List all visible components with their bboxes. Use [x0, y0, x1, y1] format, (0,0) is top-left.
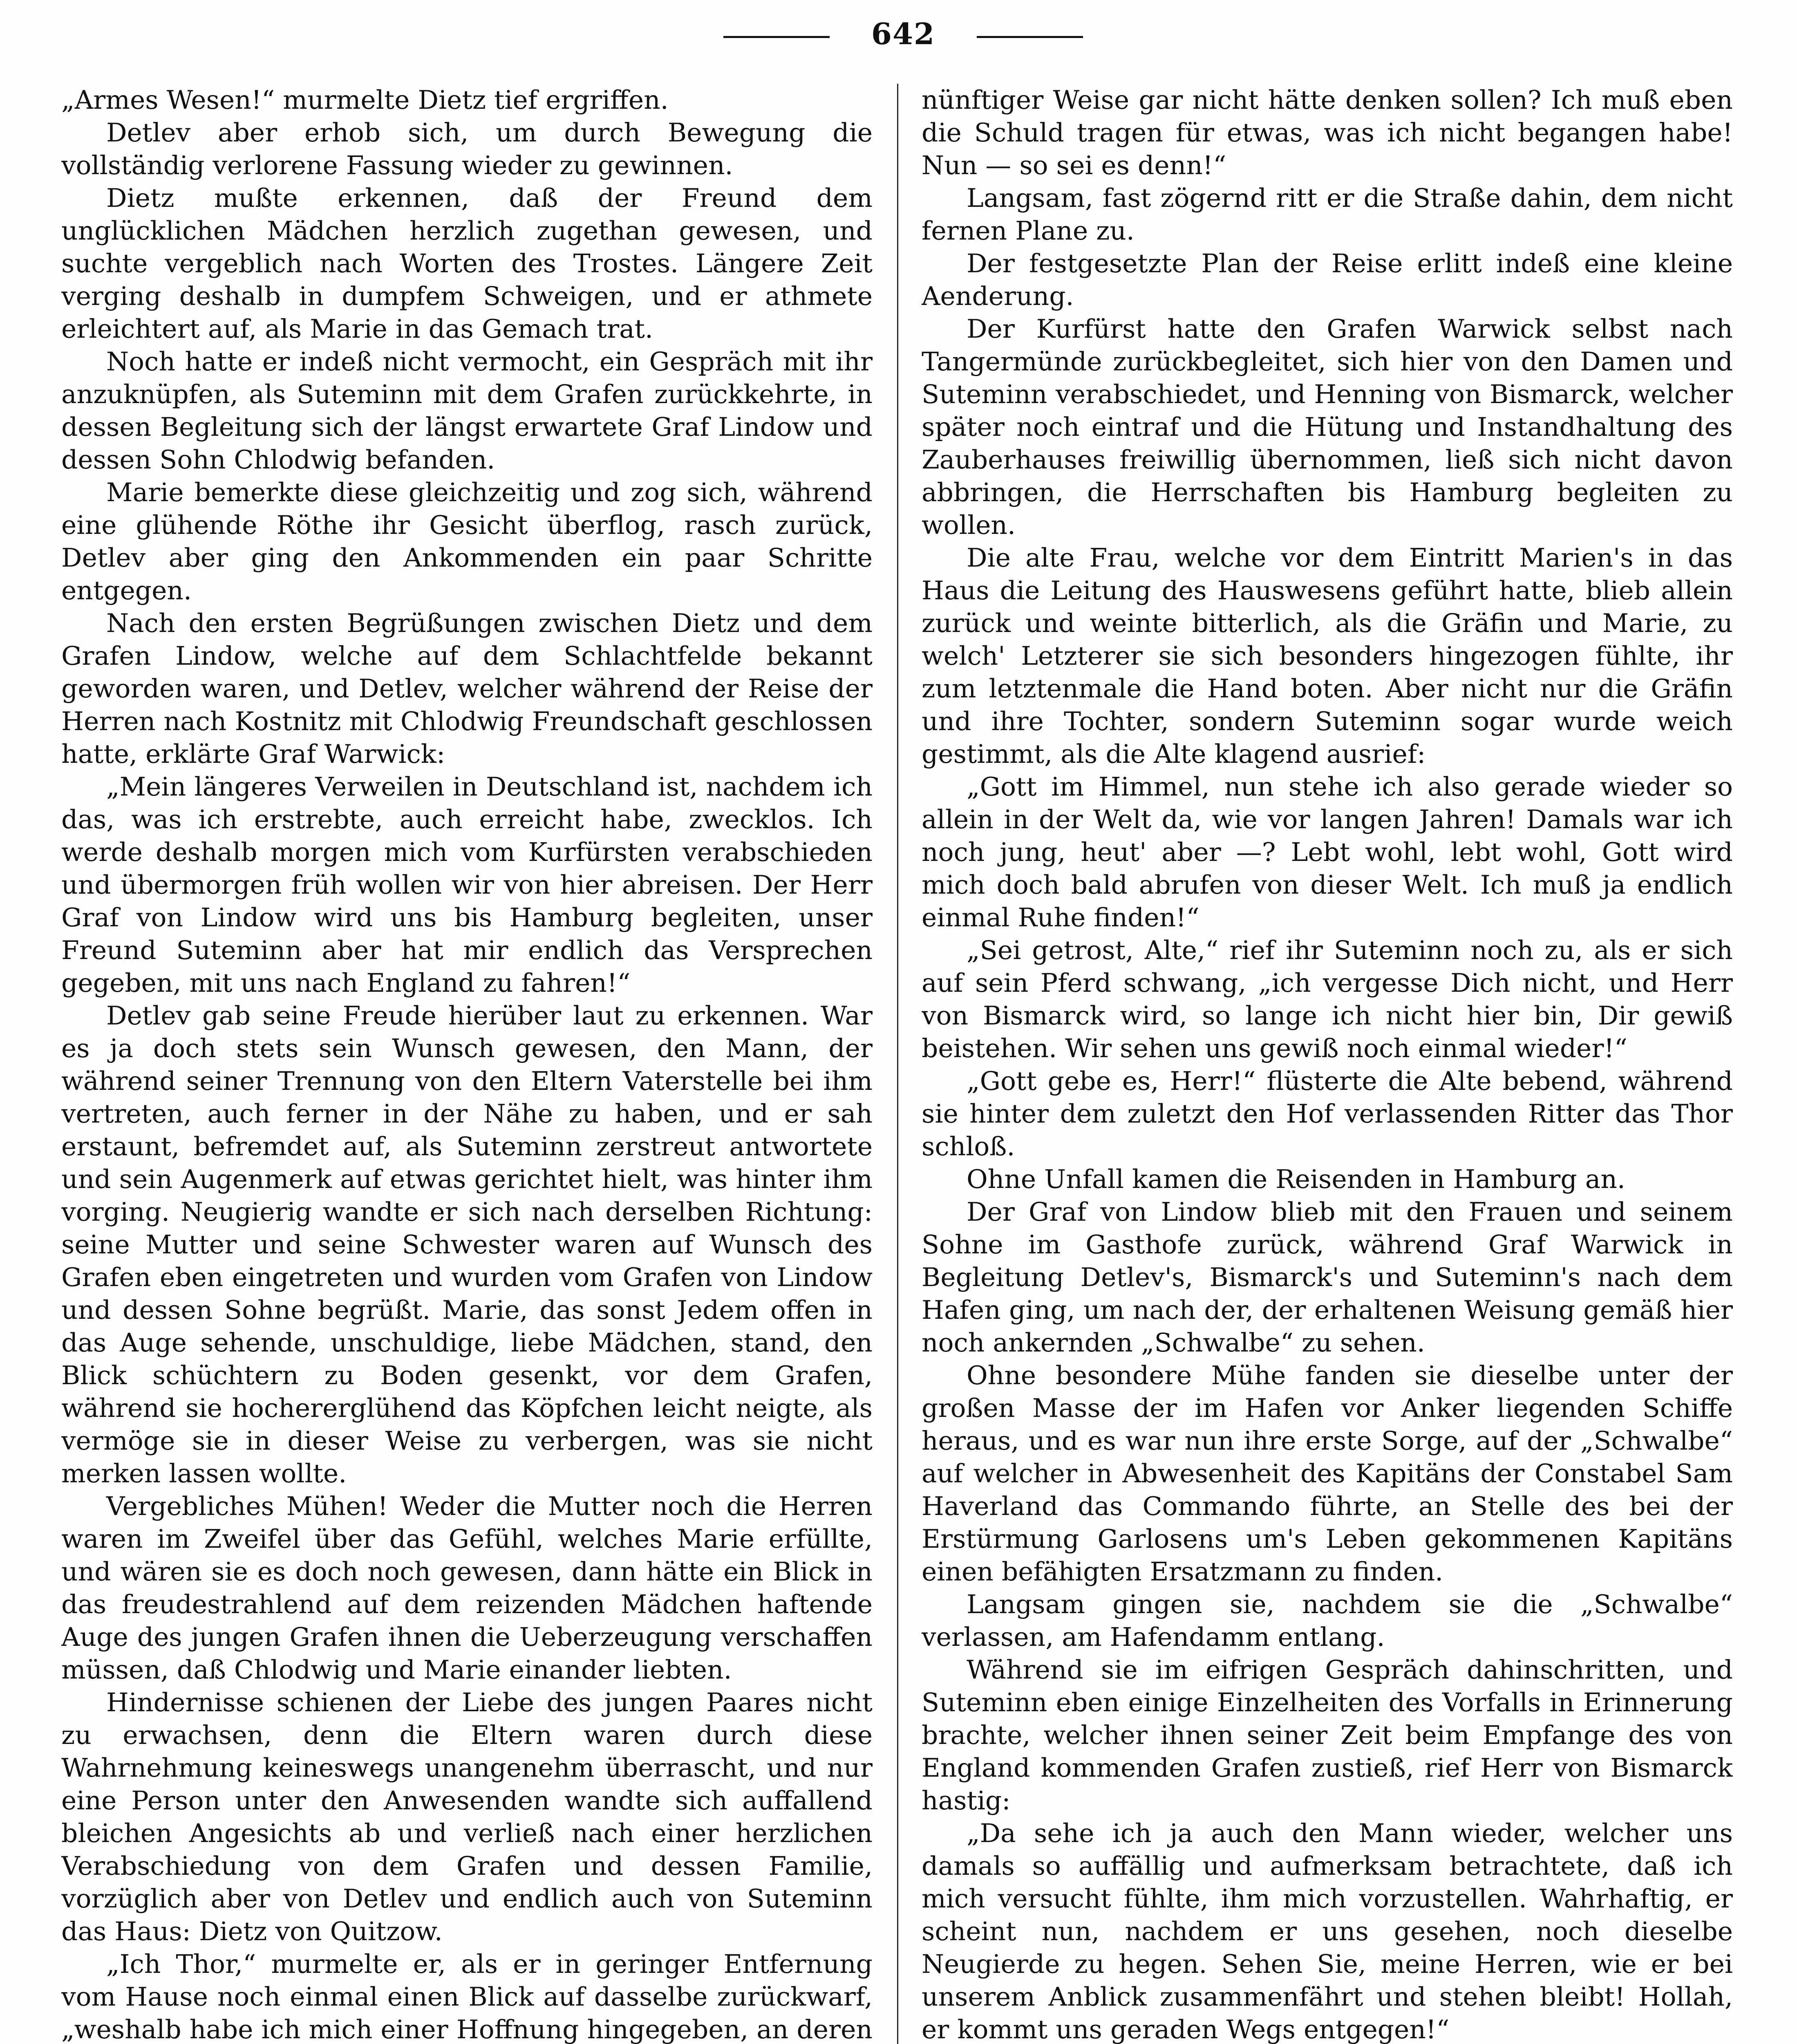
- right-text-column: [922, 84, 1733, 2044]
- paragraph: „Gott im Himmel, nun stehe ich also gerade wieder so allein in der Welt da, wie vor langen Jahren! Damals war ich noch jung, heut' aber —? Lebt wohl, lebt wohl, Gott wird mich doch bald abrufen von dieser Welt. Ich muß ja endlich einmal Ruhe finden!“: [922, 772, 1733, 932]
- paragraph: „Ich Thor,“ murmelte er, als er in geringer Entfernung vom Hause noch einmal einen Blick auf dasselbe zurückwarf, „weshalb habe ich mich einer Hoffnung hingegeben, an deren: [61, 1949, 873, 2044]
- paragraph: „Da sehe ich ja auch den Mann wieder, welcher uns damals so auffällig und aufmerksam betrachtete, daß ich mich versucht fühlte, ihm mich vorzustellen. Wahrhaftig, er scheint nun, nachdem er uns gesehen, noch dieselbe Neugierde zu hegen. Sehen Sie, meine Herren, wie er bei unserem Anblick zusammenfährt und stehen bleibt! Hollah, er kommt uns geraden Wegs entgegen!“: [922, 1818, 1733, 2044]
- paragraph: Detlev aber erhob sich, um durch Bewegung die vollständig verlorene Fassung wieder zu gewinnen.: [61, 118, 873, 180]
- paragraph: Der Graf von Lindow blieb mit den Frauen und seinem Sohne im Gasthofe zurück, während Graf Warwick in Begleitung Detlev's, Bismarck's und Suteminn's nach dem Hafen ging, um nach der, der erhaltenen Weisung gemäß hier noch ankernden „Schwalbe“ zu sehen.: [922, 1197, 1733, 1358]
- left-text-column: [61, 84, 873, 2044]
- column-divider: [897, 84, 898, 2044]
- paragraph: Der festgesetzte Plan der Reise erlitt indeß eine kleine Aenderung.: [922, 249, 1733, 311]
- paragraph: Die alte Frau, welche vor dem Eintritt Marien's in das Haus die Leitung des Hauswesens geführt hatte, blieb allein zurück und weinte bitterlich, als die Gräfin und Marie, zu welch' Letzterer sie sich besonders hingezogen fühlte, ihr zum letztenmale die Hand boten. Aber nicht nur die Gräfin und ihre Tochter, sondern Suteminn sogar wurde weich gestimmt, als die Alte klagend ausrief:: [922, 543, 1733, 769]
- paragraph: Langsam gingen sie, nachdem sie die „Schwalbe“ verlassen, am Hafendamm entlang.: [922, 1589, 1733, 1652]
- paragraph: Vergebliches Mühen! Weder die Mutter noch die Herren waren im Zweifel über das Gefühl, welches Marie erfüllte, und wären sie es doch noch gewesen, dann hätte ein Blick in das freudestrahlend auf dem reizenden Mädchen haftende Auge des jungen Grafen ihnen die Ueberzeugung verschaffen müssen, daß Chlodwig und Marie einander liebten.: [61, 1491, 873, 1685]
- paragraph: Der Kurfürst hatte den Grafen Warwick selbst nach Tangermünde zurückbegleitet, sich hier von den Damen und Suteminn verabschiedet, und Henning von Bismarck, welcher später noch eintraf und die Hütung und Instandhaltung des Zauberhauses freiwillig übernommen, ließ sich nicht davon abbringen, die Herrschaften bis Hamburg begleiten zu wollen.: [922, 314, 1733, 540]
- paragraph: „Armes Wesen!“ murmelte Dietz tief ergriffen.: [61, 85, 669, 115]
- paragraph: Dietz mußte erkennen, daß der Freund dem unglücklichen Mädchen herzlich zugethan gewesen, und suchte vergeblich nach Worten des Trostes. Längere Zeit verging deshalb in dumpfem Schweigen, und er athmete erleichtert auf, als Marie in das Gemach trat.: [61, 183, 873, 344]
- paragraph: „Gott gebe es, Herr!“ flüsterte die Alte bebend, während sie hinter dem zuletzt den Hof verlassenden Ritter das Thor schloß.: [922, 1066, 1733, 1161]
- paragraph: Ohne Unfall kamen die Reisenden in Hamburg an.: [967, 1164, 1625, 1194]
- page-number: 642: [871, 16, 935, 51]
- paragraph: „Mein längeres Verweilen in Deutschland ist, nachdem ich das, was ich erstrebte, auch erreicht habe, zwecklos. Ich werde deshalb morgen mich vom Kurfürsten verabschieden und übermorgen früh wollen wir von hier abreisen. Der Herr Graf von Lindow wird uns bis Hamburg begleiten, unser Freund Suteminn aber hat mir endlich das Versprechen gegeben, mit uns nach England zu fahren!“: [61, 772, 873, 998]
- paragraph: Langsam, fast zögernd ritt er die Straße dahin, dem nicht fernen Plane zu.: [922, 183, 1733, 246]
- paragraph: Nach den ersten Begrüßungen zwischen Dietz und dem Grafen Lindow, welche auf dem Schlachtfelde bekannt geworden waren, und Detlev, welcher während der Reise der Herren nach Kostnitz mit Chlodwig Freundschaft geschlossen hatte, erklärte Graf Warwick:: [61, 608, 873, 769]
- header-rule-left: [723, 36, 830, 38]
- paragraph: Während sie im eifrigen Gespräch dahinschritten, und Suteminn eben einige Einzelheiten des Vorfalls in Erinnerung brachte, welcher ihnen seiner Zeit beim Empfange des von England kommenden Grafen zustieß, rief Herr von Bismarck hastig:: [922, 1655, 1733, 1815]
- paragraph: Marie bemerkte diese gleichzeitig und zog sich, während eine glühende Röthe ihr Gesicht überflog, rasch zurück, Detlev aber ging den Ankommenden ein paar Schritte entgegen.: [61, 477, 873, 605]
- paragraph: Ohne besondere Mühe fanden sie dieselbe unter der großen Masse der im Hafen vor Anker liegenden Schiffe heraus, und es war nun ihre erste Sorge, auf der „Schwalbe“ auf welcher in Abwesenheit des Kapitäns der Constabel Sam Haverland das Commando führte, an Stelle des bei der Erstürmung Garlosens um's Leben gekommenen Kapitäns einen befähigten Ersatzmann zu finden.: [922, 1360, 1733, 1587]
- paragraph: Hindernisse schienen der Liebe des jungen Paares nicht zu erwachsen, denn die Eltern waren durch diese Wahrnehmung keineswegs unangenehm überrascht, und nur eine Person unter den Anwesenden wandte sich auffallend bleichen Angesichts ab und verließ nach einer herzlichen Verabschiedung von dem Grafen und dessen Familie, vorzüglich aber von Detlev und endlich auch von Suteminn das Haus: Dietz von Quitzow.: [61, 1688, 873, 1946]
- page-header: [0, 16, 1797, 53]
- paragraph: nünftiger Weise gar nicht hätte denken sollen? Ich muß eben die Schuld tragen für etwas, was ich nicht begangen habe! Nun — so sei es denn!“: [922, 85, 1733, 180]
- paragraph: Noch hatte er indeß nicht vermocht, ein Gespräch mit ihr anzuknüpfen, als Suteminn mit dem Grafen zurückkehrte, in dessen Begleitung sich der längst erwartete Graf Lindow und dessen Sohn Chlodwig befanden.: [61, 347, 873, 475]
- paragraph: Detlev gab seine Freude hierüber laut zu erkennen. War es ja doch stets sein Wunsch gewesen, den Mann, der während seiner Trennung von den Eltern Vaterstelle bei ihm vertreten, auch ferner in der Nähe zu haben, und er sah erstaunt, befremdet auf, als Suteminn zerstreut antwortete und sein Augenmerk auf etwas gerichtet hielt, was hinter ihm vorging. Neugierig wandte er sich nach derselben Richtung: seine Mutter und seine Schwester waren auf Wunsch des Grafen eben eingetreten und wurden vom Grafen von Lindow und dessen Sohne begrüßt. Marie, das sonst Jedem offen in das Auge sehende, unschuldige, liebe Mädchen, stand, den Blick schüchtern zu Boden gesenkt, vor dem Grafen, während sie hochererglühend das Köpfchen leicht neigte, als vermöge sie in dieser Weise zu verbergen, was sie nicht merken lassen wollte.: [61, 1001, 873, 1488]
- header-rule-right: [977, 36, 1083, 38]
- paragraph: „Sei getrost, Alte,“ rief ihr Suteminn noch zu, als er sich auf sein Pferd schwang, „ich vergesse Dich nicht, und Herr von Bismarck wird, so lange ich nicht hier bin, Dir gewiß beistehen. Wir sehen uns gewiß noch einmal wieder!“: [922, 935, 1733, 1063]
